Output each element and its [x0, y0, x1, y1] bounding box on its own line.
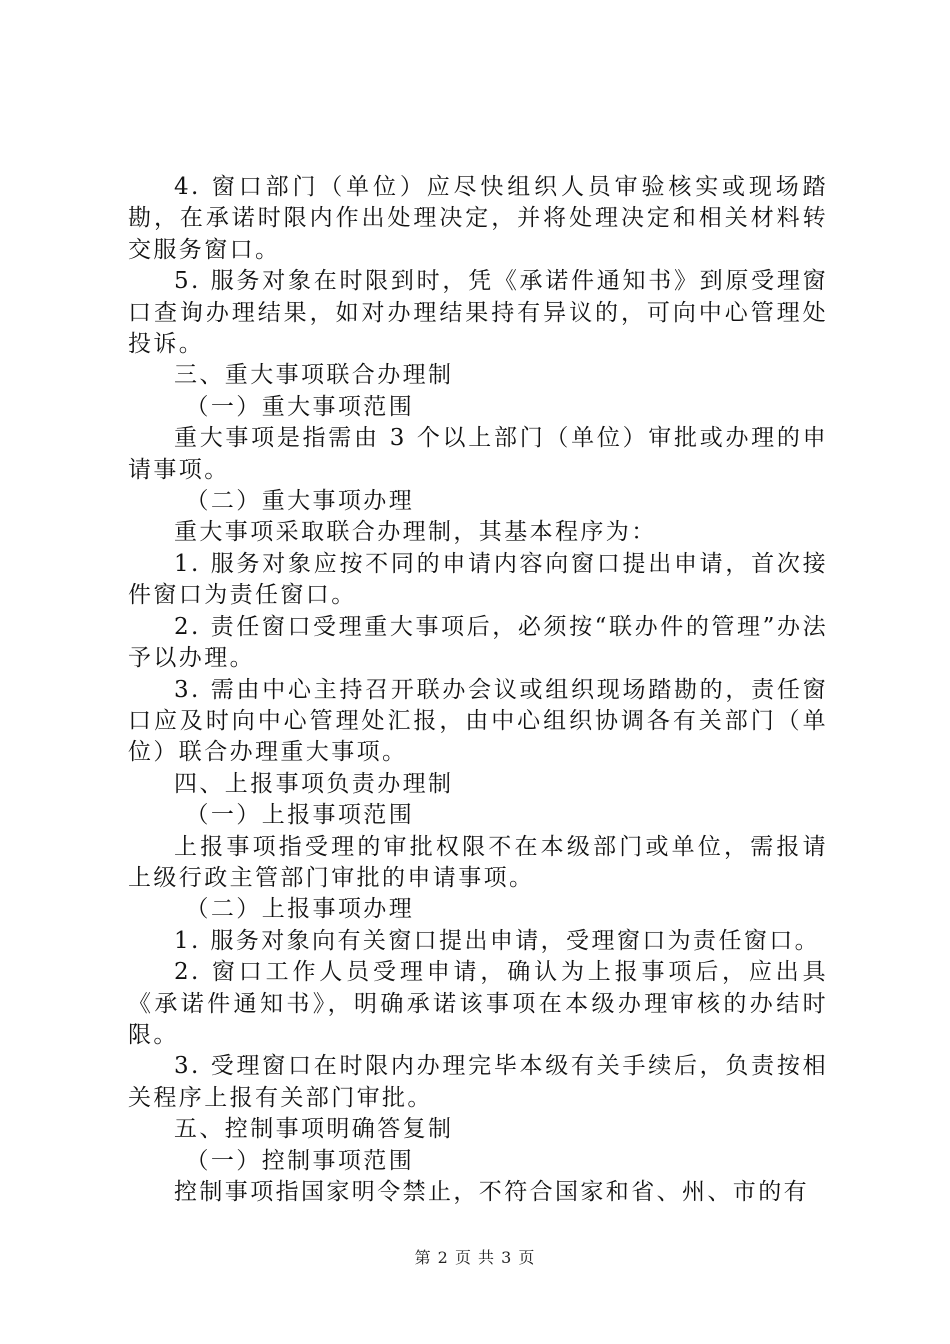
subsection-heading-4-2: （二）上报事项办理 [185, 896, 415, 923]
subsection-heading-5-1: （一）控制事项范围 [185, 1147, 415, 1174]
paragraph-major-step-3: 3. 需由中心主持召开联办会议或组织现场踏勘的，责任窗口应及时向中心管理处汇报，由中心组织协调各有关部门（单位）联合办理重大事项。 [128, 676, 828, 766]
paragraph-reported-step-2: 2. 窗口工作人员受理申请，确认为上报事项后，应出具《承诺件通知书》，明确承诺该事项在本级办理审核的办结时限。 [128, 959, 828, 1048]
section-heading-3: 三、重大事项联合办理制 [174, 362, 454, 389]
subsection-heading-4-1: （一）上报事项范围 [185, 802, 415, 829]
paragraph-controlled-matters-definition: 控制事项指国家明令禁止，不符合国家和省、州、市的有 [174, 1179, 809, 1205]
paragraph-major-matters-procedure: 重大事项采取联合办理制，其基本程序为： [174, 519, 657, 546]
paragraph-4-window-department: 4. 窗口部门（单位）应尽快组织人员审验核实或现场踏勘，在承诺时限内作出处理决定，并将处理决定和相关材料转交服务窗口。 [128, 174, 828, 263]
subsection-heading-3-2: （二）重大事项办理 [185, 488, 415, 515]
page-footer: 第 2 页 共 3 页 [414, 1248, 536, 1267]
paragraph-major-matters-definition: 重大事项是指需由 3 个以上部门（单位）审批或办理的申请事项。 [128, 425, 828, 483]
paragraph-5-service-object: 5. 服务对象在时限到时，凭《承诺件通知书》到原受理窗口查询办理结果，如对办理结果持有异议的，可向中心管理处投诉。 [128, 268, 828, 358]
paragraph-reported-step-3: 3. 受理窗口在时限内办理完毕本级有关手续后，负责按相关程序上报有关部门审批。 [128, 1053, 828, 1111]
document-body [128, 172, 828, 1208]
section-heading-5: 五、控制事项明确答复制 [174, 1116, 454, 1143]
paragraph-reported-matters-definition: 上报事项指受理的审批权限不在本级部门或单位，需报请上级行政主管部门审批的申请事项。 [128, 833, 828, 891]
section-heading-4: 四、上报事项负责办理制 [174, 770, 454, 797]
paragraph-reported-step-1: 1. 服务对象向有关窗口提出申请，受理窗口为责任窗口。 [174, 927, 821, 954]
subsection-heading-3-1: （一）重大事项范围 [185, 393, 415, 420]
paragraph-major-step-2: 2. 责任窗口受理重大事项后，必须按“联办件的管理”办法予以办理。 [128, 613, 828, 672]
paragraph-major-step-1: 1. 服务对象应按不同的申请内容向窗口提出申请，首次接件窗口为责任窗口。 [128, 550, 828, 609]
